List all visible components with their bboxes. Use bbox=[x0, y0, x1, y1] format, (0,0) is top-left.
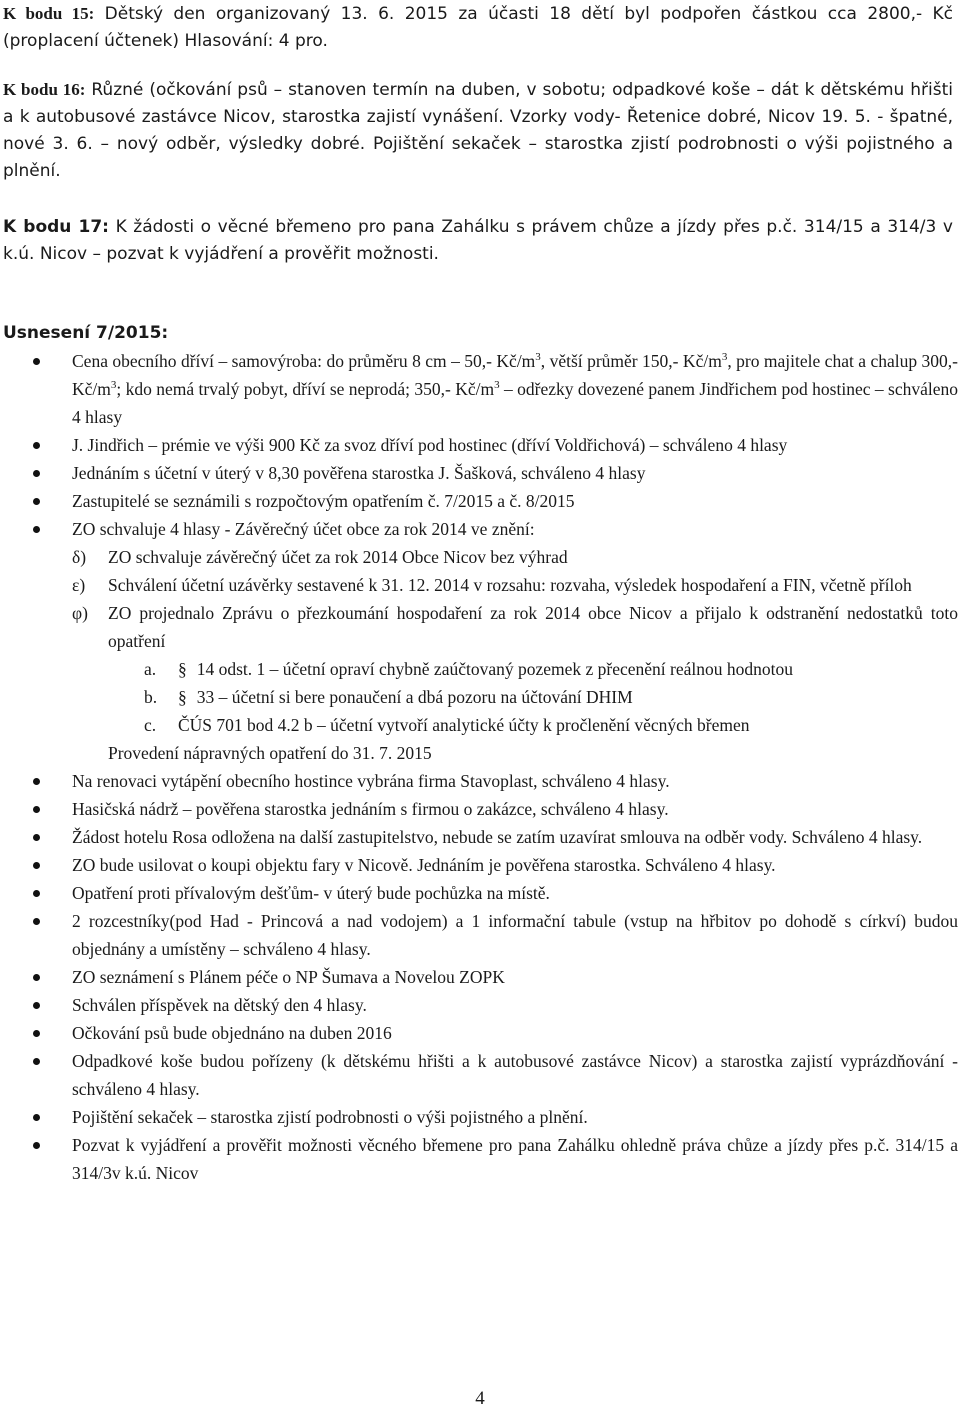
point-16-label: K bodu 16: bbox=[3, 80, 86, 99]
list-item: 2 rozcestníky(pod Had - Princová a nad vodojem) a 1 informační tabule (vstup na hřbitov po dohodě s církví) budou objednány a umístěny – schváleno 4 hlasy. bbox=[30, 907, 958, 963]
measure-item-a: a. § 14 odst. 1 – účetní opraví chybně zaúčtovaný pozemek z přecenění reálnou hodnotou bbox=[144, 659, 794, 679]
section-symbol: § bbox=[178, 659, 187, 679]
point-15-text: Dětský den organizovaný 13. 6. 2015 za účasti 18 dětí byl podpořen částkou cca 2800,- Kč (proplacení účtenek) Hlasování: 4 pro. bbox=[3, 4, 954, 51]
greek-letter: δ) bbox=[72, 547, 87, 567]
list-item: Opatření proti přívalovým dešťům- v úterý bude pochůzka na místě. bbox=[30, 879, 958, 907]
point-15-label: K bodu 15: bbox=[3, 4, 95, 23]
corrective-deadline: Provedení nápravných opatření do 31. 7. 2015 bbox=[108, 743, 432, 763]
list-item-accountant-meeting: Jednáním s účetní v úterý v 8,30 pověřena starostka J. Šašková, schváleno 4 hlasy bbox=[30, 459, 958, 487]
measure-item-c: c. ČÚS 701 bod 4.2 b – účetní vytvoří analytické účty k pročlenění věcných břemen bbox=[144, 715, 750, 735]
greek-letter: ε) bbox=[72, 575, 86, 595]
list-item: Schválen příspěvek na dětský den 4 hlasy. bbox=[30, 991, 958, 1019]
section-symbol: § bbox=[178, 687, 187, 707]
list-item: Žádost hotelu Rosa odložena na další zastupitelstvo, nebude se zatím uzavírat smlouva na odběr vody. Schváleno 4 hlasy. bbox=[30, 823, 958, 851]
final-account-heading: ZO schvaluje 4 hlasy - Závěrečný účet obce za rok 2014 ve znění: bbox=[72, 519, 535, 539]
measure-item-b: b. § 33 – účetní si bere ponaučení a dbá pozoru na účtování DHIM bbox=[144, 687, 633, 707]
list-item: Pojištění sekaček – starostka zjistí podrobnosti o výši pojistného a plnění. bbox=[30, 1103, 958, 1131]
list-item: Očkování psů bude objednáno na duben 2016 bbox=[30, 1019, 958, 1047]
list-item: Hasičská nádrž – pověřena starostka jednáním s firmou o zakázce, schváleno 4 hlasy. bbox=[30, 795, 958, 823]
point-17-paragraph bbox=[3, 214, 953, 268]
list-item-budget-measures: Zastupitelé se seznámili s rozpočtovým opatřením č. 7/2015 a č. 8/2015 bbox=[30, 487, 958, 515]
point-17-text: K žádosti o věcné břemeno pro pana Zahálku s právem chůze a jízdy přes p.č. 314/15 a 314/3 v k.ú. Nicov – pozvat k vyjádření a prověřit možnosti. bbox=[3, 217, 953, 264]
list-item-jindrich-bonus: J. Jindřich – prémie ve výši 900 Kč za svoz dříví pod hostinec (dříví Voldřichová) – schváleno 4 hlasy bbox=[30, 431, 958, 459]
resolution-title: Usnesení 7/2015: bbox=[3, 323, 169, 343]
list-item: ZO bude usilovat o koupi objektu fary v Nicově. Jednáním je pověřena starostka. Schváleno 4 hlasy. bbox=[30, 851, 958, 879]
greek-letter: φ) bbox=[72, 603, 88, 623]
list-item-wood-price: Cena obecního dříví – samovýroba: do průměru 8 cm – 50,- $Kč/m^3$, větší průměr 150,- $Kč/m^3$, pro majitele chat a chalup $300,-Kč/m^3$; kdo nemá trvalý pobyt, dříví se neprodá; 350,- $Kč/m^3$ – odřezky dovezené panem Jindřichem pod hostinec – schváleno 4 hlasy bbox=[30, 347, 958, 431]
list-item: Na renovaci vytápění obecního hostince vybrána firma Stavoplast, schváleno 4 hlasy. bbox=[30, 767, 958, 795]
point-16-text: Různé (očkování psů – stanoven termín na duben, v sobotu; odpadkové koše – dát k dětskému hřišti a k autobusové zastávce Nicov, starostka zajistí vynášení. Vzorky vody- Řetenice dobré, Nicov 19. 5. - špatné, nové 3. 6. – nový odběr, výsledky dobré. Pojištění sekaček – starostka zjistí podrobnosti o výši pojistného a plnění. bbox=[3, 80, 954, 181]
point-17-label: K bodu 17: bbox=[3, 217, 109, 237]
resolution-list bbox=[30, 347, 958, 1187]
greek-item-phi: φ) ZO projednalo Zprávu o přezkoumání hospodaření za rok 2014 obce Nicov a přijalo k odstranění nedostatků toto opatření bbox=[72, 599, 958, 655]
page-number: 4 bbox=[475, 1388, 485, 1409]
point-15-paragraph bbox=[3, 0, 953, 55]
list-item: Odpadkové koše budou pořízeny (k dětskému hřišti a k autobusové zastávce Nicov) a starostka zajistí vyprázdňování - schváleno 4 hlasy. bbox=[30, 1047, 958, 1103]
point-16-paragraph bbox=[3, 76, 953, 185]
list-item-final-account bbox=[30, 515, 958, 767]
greek-item-epsilon: ε) Schválení účetní uzávěrky sestavené k 31. 12. 2014 v rozsahu: rozvaha, výsledek hospodaření a FIN, včetně příloh bbox=[72, 571, 958, 599]
greek-item-delta: δ) ZO schvaluje závěrečný účet za rok 2014 Obce Nicov bez výhrad bbox=[72, 543, 958, 571]
list-item: Pozvat k vyjádření a prověřit možnosti věcného břemene pro pana Zahálku ohledně práva chůze a jízdy přes p.č. 314/15 a 314/3v k.ú. Nicov bbox=[30, 1131, 958, 1187]
list-item: ZO seznámení s Plánem péče o NP Šumava a Novelou ZOPK bbox=[30, 963, 958, 991]
